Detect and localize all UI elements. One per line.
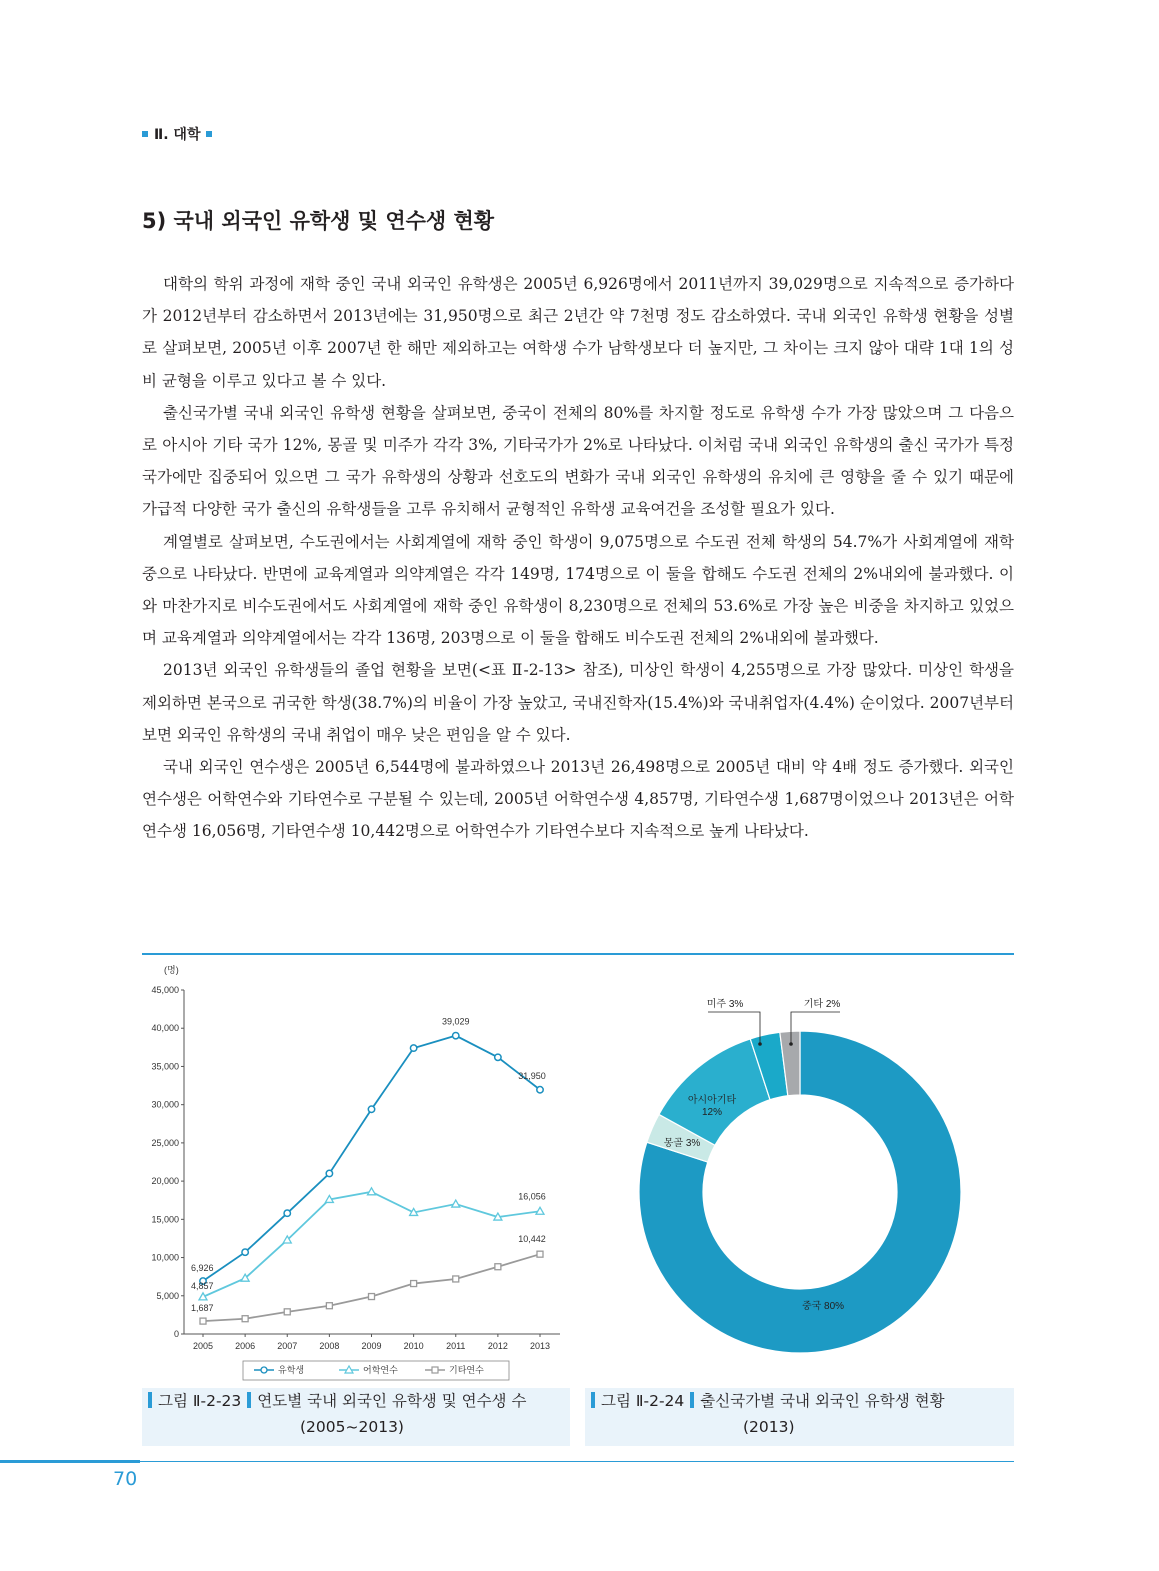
data-point (242, 1316, 248, 1322)
x-tick-label: 2005 (192, 1341, 214, 1351)
caption-fig-number: 그림 Ⅱ-2-24 (601, 1392, 685, 1410)
data-point (200, 1318, 206, 1324)
series-line-기타연수 (203, 1254, 540, 1321)
data-label: 10,442 (518, 1234, 546, 1245)
data-point (452, 1200, 460, 1207)
x-tick-label: 2012 (487, 1341, 508, 1351)
legend-marker (432, 1367, 438, 1373)
callout-dot (758, 1042, 762, 1046)
line-chart (142, 958, 572, 1383)
y-tick-label: 20,000 (151, 1176, 179, 1187)
data-point (410, 1045, 416, 1051)
paragraph: 계열별로 살펴보면, 수도권에서는 사회계열에 재학 중인 학생이 9,075명으로 수도권 전체 학생의 54.7%가 사회계열에 재학 중으로 나타났다. 반면에 교육계열과 의약계열은 각각 149명, 174명으로 이 둘을 합해도 수도권 전체의 2%내외에 불과했다. 이와 마찬가지로 비수도권에서도 사회계열에 재학 중인 유학생이 8,230명으로 전체의 53.6%로 가장 높은 비중을 차지하고 있었으며 교육계열과 의약계열에서는 각각 136명, 203명으로 이 둘을 합해도 비수도권 전체의 2%내외에 불과했다. (142, 532, 1014, 648)
caption-sub: (2013) (743, 1418, 795, 1436)
figure-top-rule (142, 953, 1014, 955)
caption-bar-icon (148, 1392, 152, 1408)
legend-label: 어학연수 (363, 1365, 398, 1375)
footer-rule-right (140, 1461, 1014, 1462)
data-point (368, 1106, 374, 1112)
data-point (495, 1264, 501, 1270)
data-label: 16,056 (518, 1191, 546, 1202)
x-tick-label: 2006 (235, 1341, 256, 1351)
paragraph: 대학의 학위 과정에 재학 중인 국내 외국인 유학생은 2005년 6,926명에서 2011년까지 39,029명으로 지속적으로 증가하다가 2012년부터 감소하면서 2013년에는 31,950명으로 최근 2년간 약 7천명 정도 감소하였다. 국내 외국인 유학생 현황을 성별로 살펴보면, 2005년 이후 2007년 한 해만 제외하고는 여학생 수가 남학생보다 더 높지만, 그 차이는 크지 않아 대략 1대 1의 성비 균형을 이루고 있다고 볼 수 있다. (142, 275, 1014, 390)
y-tick-label: 15,000 (151, 1214, 179, 1225)
paragraph: 출신국가별 국내 외국인 유학생 현황을 살펴보면, 중국이 전체의 80%를 차지할 정도로 유학생 수가 가장 많았으며 그 다음으로 아시아 기타 국가 12%, 몽골 및 미주가 각각 3%, 기타국가가 2%로 나타났다. 이처럼 국내 외국인 유학생의 출신 국가가 특정 국가에만 집중되어 있으면 그 국가 유학생의 상황과 선호도의 변화가 국내 외국인 유학생의 유치에 큰 영향을 줄 수 있기 때문에 가급적 다양한 국가 출신의 유학생들을 고루 유치해서 균형적인 유학생 교육여건을 조성할 필요가 있다. (142, 403, 1015, 519)
data-point (537, 1087, 543, 1093)
data-label: 31,950 (518, 1070, 546, 1081)
y-tick-label: 5,000 (156, 1290, 179, 1301)
data-point (326, 1170, 332, 1176)
series-line-유학생 (203, 1036, 540, 1281)
caption-sub: (2005~2013) (300, 1418, 404, 1436)
x-tick-label: 2010 (403, 1341, 424, 1351)
chapter-label: Ⅱ. 대학 (154, 127, 201, 143)
y-tick-label: 0 (173, 1329, 179, 1339)
footer-rule-left (0, 1460, 140, 1463)
caption-title: 출신국가별 국내 외국인 유학생 현황 (700, 1392, 945, 1410)
slice-label: 아시아기타 (687, 1095, 737, 1106)
data-point (368, 1188, 376, 1195)
x-tick-label: 2011 (446, 1341, 466, 1351)
y-unit-label: (명) (164, 965, 179, 975)
page-number: 70 (113, 1468, 138, 1490)
y-tick-label: 10,000 (151, 1252, 179, 1263)
data-point (453, 1032, 459, 1038)
y-tick-label: 25,000 (151, 1137, 179, 1148)
x-tick-label: 2013 (529, 1341, 551, 1351)
legend (243, 1361, 509, 1380)
data-point (284, 1210, 290, 1216)
data-point (411, 1281, 417, 1287)
data-point (369, 1294, 375, 1300)
data-point (495, 1054, 501, 1060)
caption-title: 연도별 국내 외국인 유학생 및 연수생 수 (257, 1392, 527, 1410)
header-square-icon (206, 131, 212, 137)
x-tick-label: 2007 (277, 1341, 298, 1351)
legend-label: 기타연수 (449, 1365, 484, 1375)
data-point (537, 1251, 543, 1257)
header-square-icon (142, 131, 148, 137)
body-text (142, 268, 1014, 848)
caption-fig-number: 그림 Ⅱ-2-23 (158, 1392, 242, 1410)
y-tick-label: 30,000 (151, 1099, 179, 1110)
data-point (453, 1276, 459, 1282)
caption-bar-icon (690, 1392, 694, 1408)
y-tick-label: 40,000 (151, 1023, 179, 1034)
x-tick-label: 2008 (319, 1341, 340, 1351)
data-point (242, 1249, 248, 1255)
donut-chart (585, 958, 1015, 1383)
section-title: 5) 국내 외국인 유학생 및 연수생 현황 (142, 209, 495, 233)
callout-dot (789, 1042, 793, 1046)
figure-caption-2 (585, 1388, 1014, 1446)
slice-label: 기타 2% (803, 999, 841, 1010)
paragraph: 2013년 외국인 유학생들의 졸업 현황을 보면(<표 Ⅱ-2-13> 참조), 미상인 학생이 4,255명으로 가장 많았다. 미상인 학생을 제외하면 본국으로 귀국한 학생(38.7%)의 비율이 가장 높았고, 국내진학자(15.4%)와 국내취업자(4.4%) 순이었다. 2007년부터 보면 외국인 유학생의 국내 취업이 매우 낮은 편임을 알 수 있다. (142, 661, 1014, 744)
data-label: 39,029 (441, 1016, 470, 1027)
y-tick-label: 35,000 (151, 1061, 179, 1072)
data-point (284, 1309, 290, 1315)
data-label: 6,926 (191, 1263, 214, 1274)
slice-label: 12% (701, 1107, 723, 1118)
chapter-header (142, 124, 212, 144)
legend-marker (261, 1367, 267, 1373)
caption-bar-icon (247, 1392, 251, 1408)
legend-label: 유학생 (278, 1365, 305, 1375)
x-tick-label: 2009 (361, 1341, 382, 1351)
data-point (326, 1303, 332, 1309)
caption-bar-icon (591, 1392, 595, 1408)
slice-label: 중국 80% (801, 1301, 845, 1312)
y-tick-label: 45,000 (151, 985, 179, 995)
data-label: 1,687 (191, 1303, 214, 1314)
slice-label: 몽골 3% (663, 1138, 701, 1149)
data-label: 4,857 (191, 1280, 214, 1291)
figure-caption-1 (142, 1388, 570, 1446)
paragraph: 국내 외국인 연수생은 2005년 6,544명에 불과하였으나 2013년 26,498명으로 2005년 대비 약 4배 정도 증가했다. 외국인 연수생은 어학연수와 기타연수로 구분될 수 있는데, 2005년 어학연수생 4,857명, 기타연수생 1,687명이었으나 2013년은 어학연수생 16,056명, 기타연수생 10,442명으로 어학연수가 기타연수보다 지속적으로 높게 나타났다. (142, 758, 1014, 841)
slice-label: 미주 3% (706, 999, 744, 1010)
